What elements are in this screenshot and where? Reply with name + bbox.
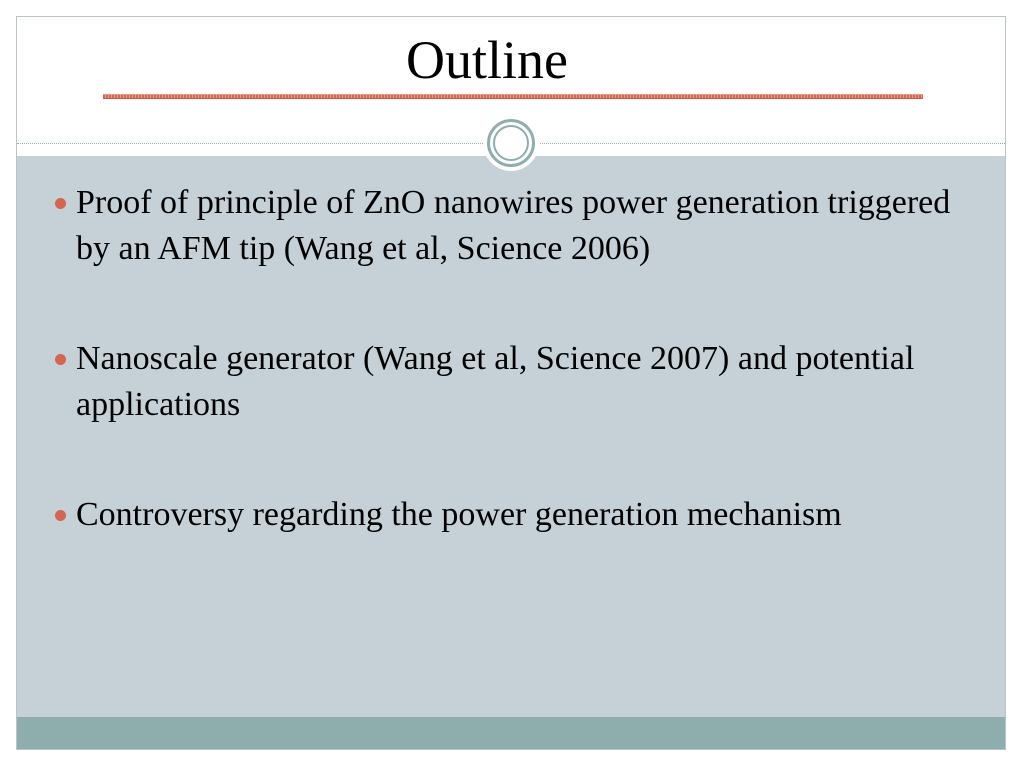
slide-title: Outline xyxy=(406,30,568,90)
bullet-list xyxy=(55,180,965,602)
bullet-text: Controversy regarding the power generation mechanism xyxy=(76,496,842,533)
bullet-dot-icon xyxy=(55,510,66,521)
circle-ornament-inner xyxy=(493,125,529,161)
bullet-text: Proof of principle of ZnO nanowires power generation triggered by an AFM tip (Wang et al, Science 2006) xyxy=(76,184,951,267)
bullet-dot-icon xyxy=(55,354,66,365)
bullet-item xyxy=(55,492,965,538)
bullet-dot-icon xyxy=(55,198,66,209)
bullet-item xyxy=(55,336,965,428)
slide-frame xyxy=(16,16,1006,750)
bullet-text: Nanoscale generator (Wang et al, Science 2007) and potential applications xyxy=(76,340,915,423)
title-underline xyxy=(103,94,923,99)
bullet-item xyxy=(55,180,965,272)
footer-band xyxy=(17,717,1005,750)
